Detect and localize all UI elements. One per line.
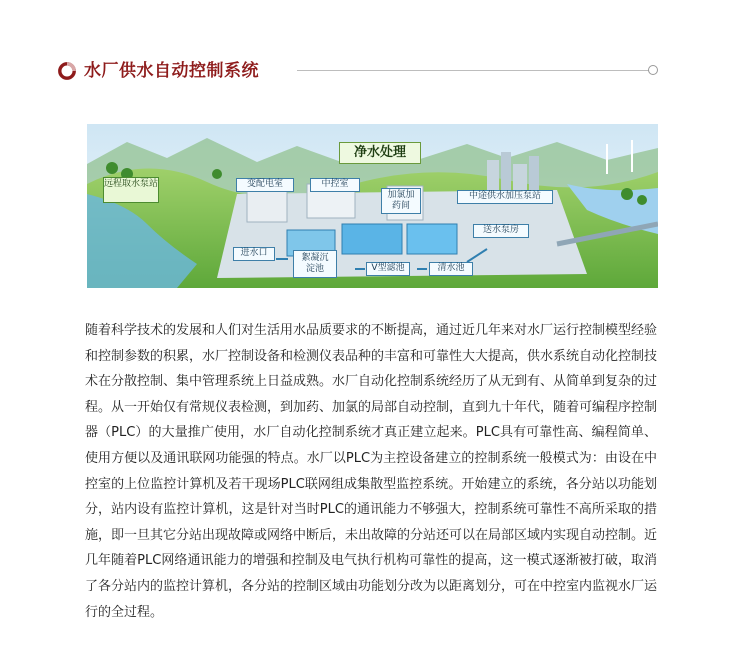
ring-bullet-icon <box>57 61 77 81</box>
label-water-purification: 净水处理 <box>339 142 421 164</box>
label-chlorine-dosing: 加氯加药间 <box>381 188 421 214</box>
section-header <box>57 58 662 84</box>
page-title: 水厂供水自动控制系统 <box>84 61 259 81</box>
label-control-room: 中控室 <box>310 178 360 192</box>
article-paragraph: 随着科学技术的发展和人们对生活用水品质要求的不断提高，通过近几年来对水厂运行控制模型经验和控制参数的积累，水厂控制设备和检测仪表品种的丰富和可靠性大大提高，供水系统自动化控制技术在分散控制、集中管理系统上日益成熟。水厂自动化控制系统经历了从无到有、从简单到复杂的过程。从一开始仅有常规仪表检测，到加药、加氯的局部自动控制，直到九十年代，随着可编程序控制器（PLC）的大量推广使用，水厂自动化控制系统才真正建立起来。PLC具有可靠性高、编程简单、使用方便以及通讯联网功能强的特点。水厂以PLC为主控设备建立的控制系统一般模式为：由设在中控室的上位监控计算机及若干现场PLC联网组成集散型监控系统。开始建立的系统，各分站以功能划分，站内设有监控计算机，这是针对当时PLC的通讯能力不够强大，控制系统可靠性不高所采取的措施，即一旦其它分站出现故障或网络中断后，未出故障的分站还可以在局部区域内实现自动控制。近几年随着PLC网络通讯能力的增强和控制及电气执行机构可靠性的提高，这一模式逐渐被打破，取消了各分站内的监控计算机，各分站的控制区域由功能划分改为以距离划分，可在中控室内监视水厂运行的全过程。 <box>85 323 658 620</box>
divider-line <box>297 70 649 71</box>
label-booster-pump-station: 中途供水加压泵站 <box>457 190 553 204</box>
label-water-inlet: 进水口 <box>233 247 275 261</box>
label-flocculation-tank: 絮凝沉淀池 <box>293 250 337 278</box>
label-clear-water-tank: 清水池 <box>429 262 473 276</box>
water-treatment-diagram <box>87 124 658 288</box>
label-substation: 变配电室 <box>236 178 294 192</box>
divider-end-circle-icon <box>648 65 658 75</box>
label-pump-house: 送水泵房 <box>473 224 529 238</box>
label-v-filter: V型滤池 <box>366 262 410 276</box>
label-remote-intake: 远程取水泵站 <box>103 177 159 203</box>
